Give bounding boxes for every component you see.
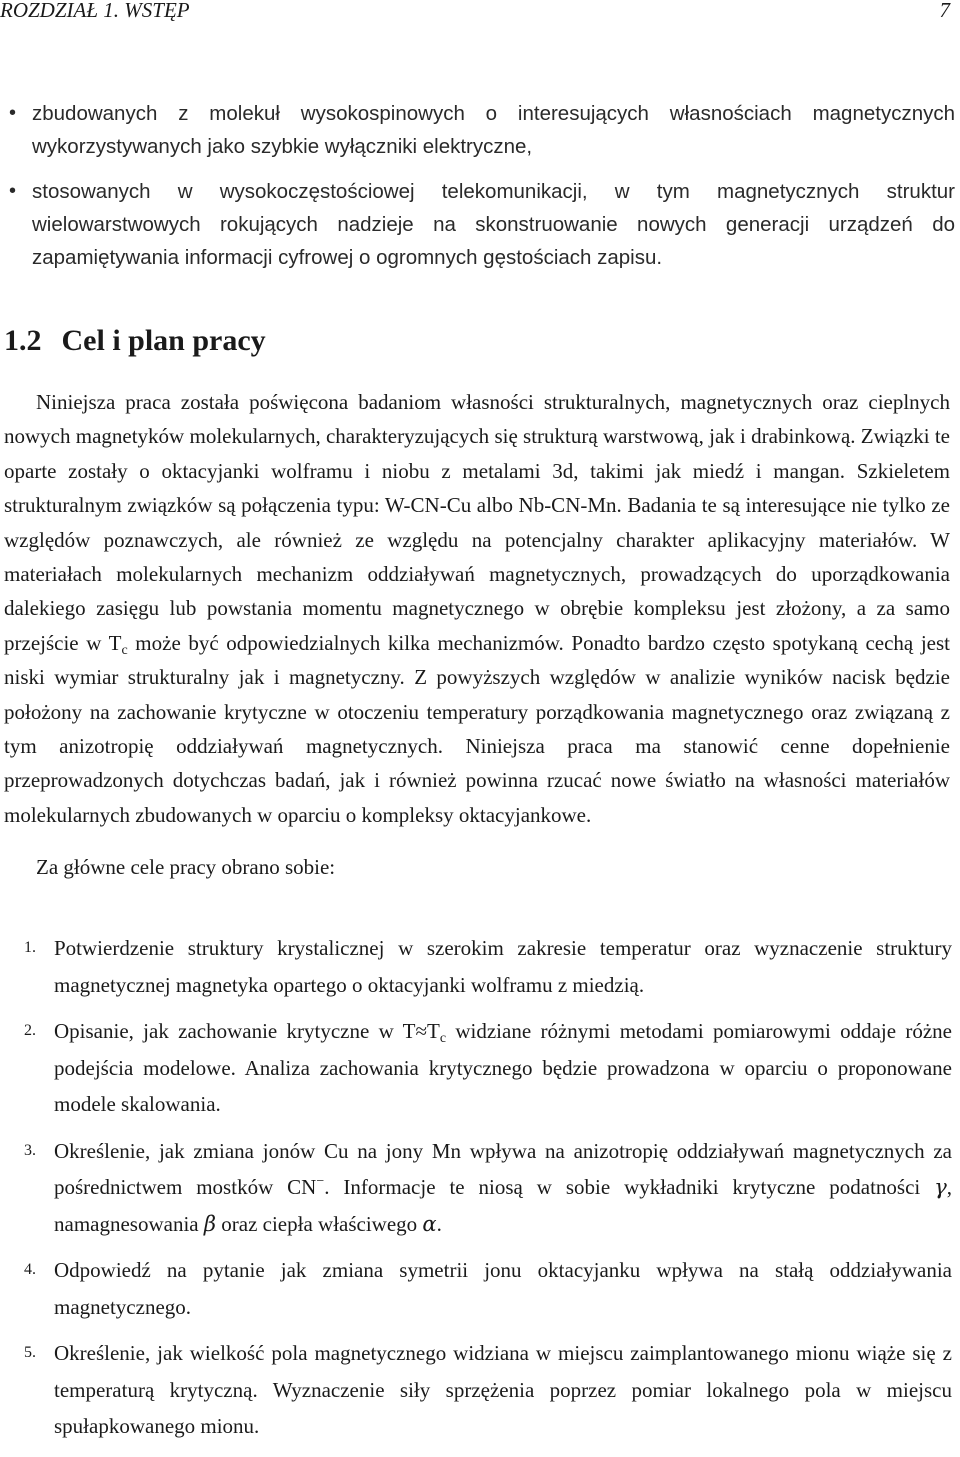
- tc-subscript: c: [121, 642, 128, 658]
- goal-text: Określenie, jak wielkość pola magnetycznego widziana w miejscu zaimplantowanego mionu wiąże się z temperaturą krytyczną. Wyznaczenie siły sprzężenia poprzez pomiar lokalnego pola w miejscu spułapkowanego mionu.: [54, 1341, 952, 1438]
- bullet-dot: •: [9, 180, 17, 202]
- section-number: 1.2: [4, 324, 42, 357]
- bullet-item: [0, 97, 955, 163]
- goal-item-1: [0, 930, 952, 1003]
- goal-text-pre: Określenie, jak zmiana jonów Cu na jony Mn wpływa na anizotropię oddziaływań magnetycznych za pośrednictwem mostków CN: [54, 1138, 952, 1199]
- bullet-text: zbudowanych z molekuł wysokospinowych o interesujących własnościach magnetycznych wykorzystywanych jako szybkie wyłączniki elektryczne,: [32, 102, 955, 158]
- goal-text-mid2: , namagnesowania: [54, 1175, 952, 1236]
- gamma-symbol: γ: [934, 1175, 947, 1199]
- bullet-item: [0, 175, 955, 274]
- body-paragraph: [4, 385, 950, 832]
- tc-subscript: c: [439, 1031, 447, 1046]
- goal-text-post: widziane różnymi metodami pomiarowymi oddaje różne podejścia modelowe. Analiza zachowania krytycznego będzie prowadzona w oparciu o proponowane modele skalowania.: [54, 1019, 952, 1116]
- beta-symbol: β: [203, 1211, 217, 1236]
- goal-text-mid1: . Informacje te niosą w sobie wykładniki krytyczne podatności: [324, 1175, 935, 1199]
- goal-number: 1.: [24, 939, 36, 956]
- goal-number: 3.: [24, 1141, 36, 1159]
- goal-item-2: [0, 1013, 952, 1123]
- goal-text-mid3: oraz ciepła właściwego: [216, 1211, 423, 1236]
- goal-item-4: [0, 1252, 952, 1325]
- goal-text-pre: Opisanie, jak zachowanie krytyczne w T≈T: [54, 1019, 440, 1043]
- goal-text-end: .: [436, 1211, 442, 1236]
- paragraph-text-part2: może być odpowiedzialnych kilka mechanizmów. Ponadto bardzo często spotykaną cechą jest niski wymiar strukturalny jak i magnetyczny. Z powyższych względów w analizie wyników nacisk będzie położony na zachowanie krytyczne w otoczeniu temperatury porządkowania magnetycznego oraz związaną z tym anizotropię oddziaływań magnetycznych. Niniejsza praca ma stanowić cenne dopełnienie przeprowadzonych dotychczas badań, jak i również powinna rzucać nowe światło na własności materiałów molekularnych zbudowanych w oparciu o kompleksy oktacyjankowe.: [4, 630, 950, 827]
- section-heading: [4, 324, 266, 358]
- paragraph-text-part1: Niniejsza praca została poświęcona badaniom własności strukturalnych, magnetycznych oraz cieplnych nowych magnetyków molekularnych, charakteryzujących się strukturą warstwową, jak i drabinkową. Związki te oparte zostały o oktacyjanki wolframu i niobu z metalami 3d, takimi jak miedź i mangan. Szkieletem strukturalnym związków są połączenia typu: W-CN-Cu albo Nb-CN-Mn. Badania te są interesujące nie tylko ze względów poznawczych, ale również ze względu na potencjalny charakter aplikacyjny materiałów. W materiałach molekularnych mechanizm oddziaływań magnetycznych, prowadzących do uporządkowania dalekiego zasięgu lub powstania momentu magnetycznego w obrębie kompleksu jest złożony, a za samo przejście w T: [4, 390, 950, 655]
- alpha-symbol: α: [422, 1211, 437, 1236]
- goal-number: 4.: [24, 1261, 36, 1278]
- bullet-list: [0, 97, 955, 274]
- goals-list: [0, 930, 952, 1445]
- goal-item-5: [0, 1335, 952, 1445]
- goal-number: 2.: [24, 1022, 36, 1039]
- section-title: Cel i plan pracy: [61, 324, 266, 357]
- page-number: 7: [939, 0, 950, 22]
- goal-text: Potwierdzenie struktury krystalicznej w szerokim zakresie temperatur oraz wyznaczenie struktury magnetycznej magnetyka opartego o oktacyjanki wolframu z miedzią.: [54, 936, 952, 997]
- cn-charge-superscript: −: [316, 1174, 325, 1189]
- goals-intro: Za główne cele pracy obrano sobie:: [36, 855, 336, 879]
- bullet-text: stosowanych w wysokoczęstościowej telekomunikacji, w tym magnetycznych struktur wielowarstwowych rokujących nadzieje na skonstruowanie nowych generacji urządzeń do zapamiętywania informacji cyfrowej o ogromnych gęstościach zapisu.: [32, 180, 955, 269]
- goal-number: 5.: [24, 1344, 36, 1361]
- chapter-heading: ROZDZIAŁ 1. WSTĘP: [0, 0, 190, 22]
- goal-text: Odpowiedź na pytanie jak zmiana symetrii jonu oktacyjanku wpływa na stałą oddziaływania magnetycznego.: [54, 1258, 952, 1319]
- running-header: [0, 0, 950, 23]
- bullet-dot: •: [9, 102, 17, 124]
- goal-item-3: [0, 1133, 952, 1243]
